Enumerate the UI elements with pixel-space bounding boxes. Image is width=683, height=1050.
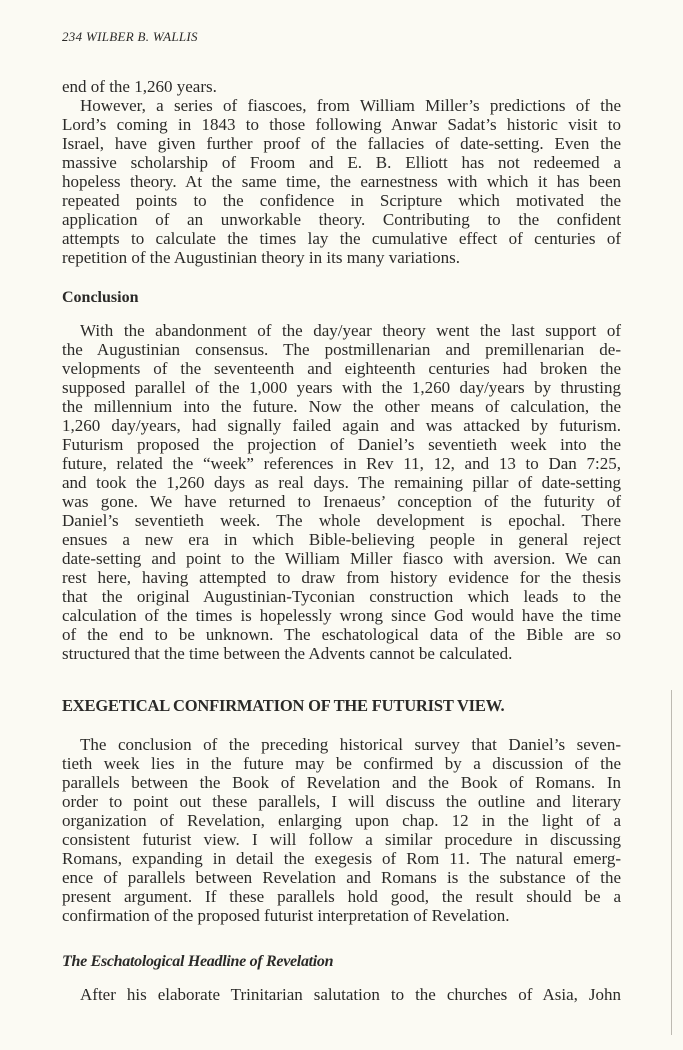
text-line: tieth week lies in the future may be confirmed by a discussion of the <box>62 754 621 773</box>
text-line: the Augustinian consensus. The postmillenarian and premillenarian de- <box>62 340 621 359</box>
text-line: present argument. If these parallels hold good, the result should be a <box>62 887 621 906</box>
text-line: repetition of the Augustinian theory in its many variations. <box>62 248 461 267</box>
text-line: the millennium into the future. Now the other means of calculation, the <box>62 397 621 416</box>
text-line: confirmation of the proposed futurist interpretation of Revelation. <box>62 906 510 925</box>
text-line: date-setting and point to the William Miller fiasco with aversion. We can <box>62 549 621 568</box>
text-line: future, related the “week” references in Rev 11, 12, and 13 to Dan 7:25, <box>62 454 621 473</box>
text-line: Israel, have given further proof of the fallacies of date-setting. Even the <box>62 134 621 153</box>
text-line: and took the 1,260 days as real days. The remaining pillar of date-setting <box>62 473 621 492</box>
text-line: order to point out these parallels, I will discuss the outline and literary <box>62 792 621 811</box>
text-line: supposed parallel of the 1,000 years with the 1,260 day/years by thrusting <box>62 378 621 397</box>
heading-conclusion: Conclusion <box>62 289 139 306</box>
text-line: application of an unworkable theory. Contributing to the confident <box>62 210 621 229</box>
scan-edge-line <box>671 690 672 1035</box>
text-line: massive scholarship of Froom and E. B. Elliott has not redeemed a <box>62 153 621 172</box>
text-line: With the abandonment of the day/year theory went the last support of <box>80 321 621 340</box>
text-line: of the end to be unknown. The eschatological data of the Bible are so <box>62 625 621 644</box>
text-line: velopments of the seventeenth and eighteenth centuries had broken the <box>62 359 621 378</box>
text-line: Futurism proposed the projection of Daniel’s seventieth week into the <box>62 435 621 454</box>
paragraph-conclusion <box>62 321 621 663</box>
text-line: organization of Revelation, enlarging upon chap. 12 in the light of a <box>62 811 621 830</box>
text-line: 1,260 day/years, had signally failed again and was attacked by futurism. <box>62 416 621 435</box>
paragraph-exegetical <box>62 735 621 925</box>
text-line: was gone. We have returned to Irenaeus’ conception of the futurity of <box>62 492 621 511</box>
text-line: calculation of the times is hopelessly wrong since God would have the time <box>62 606 621 625</box>
paragraph-fiascoes <box>62 77 621 267</box>
text-line: rest here, having attempted to draw from history evidence for the thesis <box>62 568 621 587</box>
heading-exegetical-confirmation: EXEGETICAL CONFIRMATION OF THE FUTURIST VIEW. <box>62 696 505 715</box>
text-line: After his elaborate Trinitarian salutation to the churches of Asia, John <box>80 985 621 1004</box>
text-line: that the original Augustinian-Tyconian construction which leads to the <box>62 587 621 606</box>
text-line: consistent futurist view. I will follow a similar procedure in discussing <box>62 830 621 849</box>
text-line: The conclusion of the preceding historical survey that Daniel’s seven- <box>80 735 621 754</box>
text-line: parallels between the Book of Revelation and the Book of Romans. In <box>62 773 621 792</box>
text-line: ensues a new era in which Bible-believing people in general reject <box>62 530 621 549</box>
text-line: Romans, expanding in detail the exegesis of Rom 11. The natural emerg- <box>62 849 621 868</box>
text-line: Lord’s coming in 1843 to those following Anwar Sadat’s historic visit to <box>62 115 621 134</box>
text-line: structured that the time between the Advents cannot be calculated. <box>62 644 513 663</box>
running-head: 234 WILBER B. WALLIS <box>62 29 198 44</box>
paragraph-revelation-start <box>62 985 621 1004</box>
text-line: attempts to calculate the times lay the cumulative effect of centuries of <box>62 229 621 248</box>
text-line: ence of parallels between Revelation and Romans is the substance of the <box>62 868 621 887</box>
text-line: However, a series of fiascoes, from William Miller’s predictions of the <box>80 96 621 115</box>
text-line: hopeless theory. At the same time, the earnestness with which it has been <box>62 172 621 191</box>
heading-eschatological-headline: The Eschatological Headline of Revelation <box>62 953 334 970</box>
text-line: repeated points to the confidence in Scripture which motivated the <box>62 191 621 210</box>
text-line: end of the 1,260 years. <box>62 77 217 96</box>
text-line: Daniel’s seventieth week. The whole development is epochal. There <box>62 511 621 530</box>
